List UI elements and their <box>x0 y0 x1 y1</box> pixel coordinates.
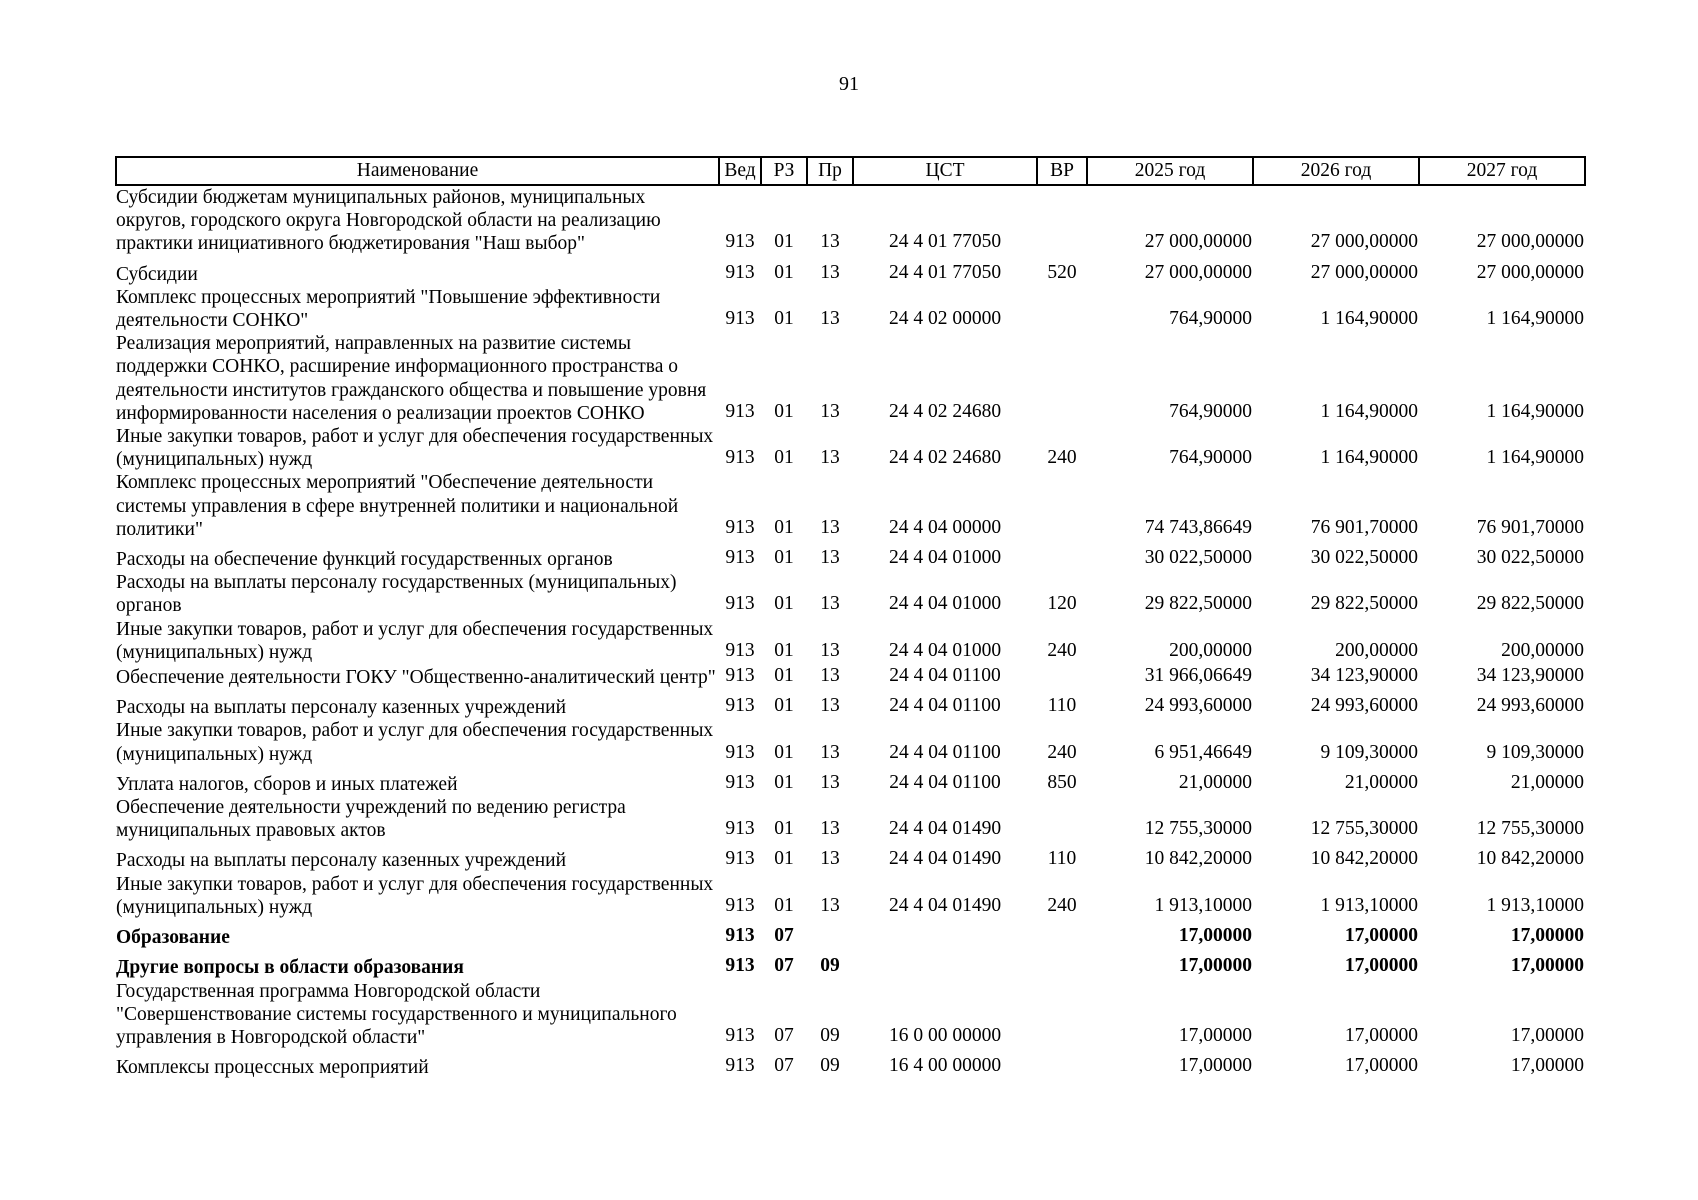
header-pr: Пр <box>807 157 853 185</box>
cell-pr: 13 <box>820 848 840 870</box>
cell-y2027: 30 022,50000 <box>1476 547 1584 569</box>
table-row <box>116 796 1585 842</box>
table-row <box>116 618 1585 664</box>
cell-ved: 913 <box>725 308 755 330</box>
cell-vr <box>1037 471 1087 541</box>
cell-y2027: 17,00000 <box>1510 1055 1584 1077</box>
cell-rz: 07 <box>774 925 794 947</box>
cell-y2026: 12 755,30000 <box>1310 818 1418 840</box>
cell-cst: 24 4 04 01000 <box>888 639 1002 661</box>
cell-cst: 24 4 02 00000 <box>888 308 1002 330</box>
cell-y2026: 17,00000 <box>1344 925 1418 947</box>
cell-ved: 913 <box>725 261 755 283</box>
cell-rz: 01 <box>774 308 794 330</box>
cell-vr <box>1037 949 1087 979</box>
cell-vr: 520 <box>1047 261 1077 283</box>
cell-ved: 913 <box>725 1024 755 1046</box>
table-row <box>116 719 1585 765</box>
cell-rz: 07 <box>774 1024 794 1046</box>
cell-y2027: 1 164,90000 <box>1486 400 1584 422</box>
cell-pr: 13 <box>820 593 840 615</box>
cell-vr: 110 <box>1047 695 1077 717</box>
cell-y2026: 1 164,90000 <box>1320 308 1418 330</box>
cell-cst: 16 4 00 00000 <box>888 1055 1002 1077</box>
cell-y2027: 1 164,90000 <box>1486 308 1584 330</box>
header-2025: 2025 год <box>1087 157 1253 185</box>
cell-name: Иные закупки товаров, работ и услуг для обеспечения государственных (муниципальных) нужд <box>116 873 714 918</box>
table-row <box>116 425 1585 471</box>
cell-name: Обеспечение деятельности ГОКУ "Общественно-аналитический центр" <box>116 667 716 689</box>
cell-cst: 24 4 02 24680 <box>888 447 1002 469</box>
cell-y2026: 30 022,50000 <box>1310 547 1418 569</box>
cell-pr: 13 <box>820 665 840 687</box>
cell-y2027: 29 822,50000 <box>1476 593 1584 615</box>
cell-ved: 913 <box>725 547 755 569</box>
cell-vr: 240 <box>1047 741 1077 763</box>
table-row <box>116 541 1585 571</box>
cell-pr: 13 <box>820 741 840 763</box>
cell-name: Иные закупки товаров, работ и услуг для обеспечения государственных (муниципальных) нужд <box>116 720 714 765</box>
cell-ved: 913 <box>725 848 755 870</box>
cell-rz: 01 <box>774 593 794 615</box>
cell-ved: 913 <box>725 665 755 687</box>
cell-cst: 24 4 04 01490 <box>888 848 1002 870</box>
cell-pr: 13 <box>820 308 840 330</box>
cell-y2025: 10 842,20000 <box>1144 848 1252 870</box>
cell-ved: 913 <box>725 925 755 947</box>
cell-rz: 01 <box>774 818 794 840</box>
cell-y2025: 764,90000 <box>1169 447 1252 469</box>
cell-name: Комплекс процессных мероприятий "Повышение эффективности деятельности СОНКО" <box>116 286 661 332</box>
page-number: 91 <box>839 73 859 95</box>
cell-y2027: 17,00000 <box>1510 925 1584 947</box>
cell-name: Комплексы процессных мероприятий <box>116 1057 429 1079</box>
cell-pr: 09 <box>820 1024 840 1046</box>
cell-y2025: 17,00000 <box>1178 1055 1252 1077</box>
cell-rz: 01 <box>774 400 794 422</box>
cell-name: Расходы на выплаты персоналу казенных учреждений <box>116 697 567 719</box>
table-row <box>116 286 1585 332</box>
cell-name: Субсидии <box>116 263 198 285</box>
cell-name: Расходы на выплаты персоналу казенных учреждений <box>116 850 567 872</box>
cell-vr: 240 <box>1047 447 1077 469</box>
cell-rz: 07 <box>774 1055 794 1077</box>
cell-cst: 24 4 01 77050 <box>888 261 1002 283</box>
cell-name: Уплата налогов, сборов и иных платежей <box>116 773 458 795</box>
cell-y2025: 27 000,00000 <box>1144 261 1252 283</box>
cell-y2026: 1 913,10000 <box>1320 894 1418 916</box>
table-row <box>116 185 1585 256</box>
cell-rz: 01 <box>774 516 794 538</box>
cell-pr: 13 <box>820 231 840 253</box>
cell-y2025: 17,00000 <box>1178 955 1252 977</box>
cell-y2025: 30 022,50000 <box>1144 547 1252 569</box>
cell-vr <box>1037 286 1087 332</box>
cell-y2025: 27 000,00000 <box>1144 231 1252 253</box>
cell-y2026: 34 123,90000 <box>1310 665 1418 687</box>
table-row <box>116 332 1585 425</box>
cell-y2025: 21,00000 <box>1178 771 1252 793</box>
cell-pr <box>807 919 853 949</box>
cell-ved: 913 <box>725 1055 755 1077</box>
cell-name: Образование <box>116 927 230 949</box>
budget-table <box>115 156 1586 1079</box>
cell-y2027: 24 993,60000 <box>1476 695 1584 717</box>
cell-name: Обеспечение деятельности учреждений по ведению регистра муниципальных правовых актов <box>116 797 626 842</box>
cell-y2026: 17,00000 <box>1344 1055 1418 1077</box>
cell-y2027: 200,00000 <box>1501 639 1584 661</box>
cell-y2025: 6 951,46649 <box>1154 741 1252 763</box>
table-row <box>116 256 1585 286</box>
cell-cst: 24 4 04 01000 <box>888 547 1002 569</box>
cell-rz: 01 <box>774 894 794 916</box>
cell-pr: 13 <box>820 547 840 569</box>
cell-y2027: 12 755,30000 <box>1476 818 1584 840</box>
cell-ved: 913 <box>725 516 755 538</box>
cell-vr <box>1037 664 1087 689</box>
cell-name: Реализация мероприятий, направленных на развитие системы поддержки СОНКО, расширение информационного пространства о деятельности институтов гражданского общества и повышение уровня информированности населения о реализации проектов СОНКО <box>116 333 707 424</box>
header-vr: ВР <box>1037 157 1087 185</box>
cell-name: Расходы на обеспечение функций государственных органов <box>116 549 613 571</box>
cell-ved: 913 <box>725 231 755 253</box>
cell-pr: 13 <box>820 771 840 793</box>
cell-rz: 01 <box>774 447 794 469</box>
cell-pr: 13 <box>820 400 840 422</box>
cell-cst: 16 0 00 00000 <box>888 1024 1002 1046</box>
cell-y2027: 27 000,00000 <box>1476 231 1584 253</box>
cell-rz: 01 <box>774 639 794 661</box>
cell-y2025: 17,00000 <box>1178 1024 1252 1046</box>
header-row <box>116 157 1585 185</box>
cell-vr <box>1037 185 1087 256</box>
cell-y2025: 74 743,86649 <box>1144 516 1252 538</box>
cell-cst: 24 4 04 01100 <box>889 695 1001 717</box>
cell-rz: 07 <box>774 955 794 977</box>
cell-vr <box>1037 541 1087 571</box>
cell-y2026: 9 109,30000 <box>1320 741 1418 763</box>
cell-rz: 01 <box>774 665 794 687</box>
cell-name: Другие вопросы в области образования <box>116 957 464 979</box>
cell-y2027: 9 109,30000 <box>1486 741 1584 763</box>
cell-vr: 120 <box>1047 593 1077 615</box>
cell-vr: 850 <box>1047 771 1077 793</box>
cell-name: Иные закупки товаров, работ и услуг для обеспечения государственных (муниципальных) нужд <box>116 426 714 471</box>
cell-vr <box>1037 919 1087 949</box>
cell-name: Субсидии бюджетам муниципальных районов, муниципальных округов, городского округа Новгородской области на реализацию практики инициативного бюджетирования "Наш выбор" <box>116 187 661 255</box>
cell-vr <box>1037 980 1087 1050</box>
table-row <box>116 1049 1585 1079</box>
cell-cst: 24 4 04 00000 <box>888 516 1002 538</box>
header-ved: Вед <box>719 157 761 185</box>
cell-rz: 01 <box>774 771 794 793</box>
cell-y2026: 24 993,60000 <box>1310 695 1418 717</box>
table-row <box>116 689 1585 719</box>
cell-y2027: 76 901,70000 <box>1476 516 1584 538</box>
table-row <box>116 842 1585 872</box>
cell-y2025: 17,00000 <box>1178 925 1252 947</box>
cell-y2025: 12 755,30000 <box>1144 818 1252 840</box>
cell-ved: 913 <box>725 639 755 661</box>
cell-y2026: 17,00000 <box>1344 1024 1418 1046</box>
cell-y2027: 10 842,20000 <box>1476 848 1584 870</box>
cell-pr: 13 <box>820 894 840 916</box>
cell-pr: 13 <box>820 447 840 469</box>
cell-y2027: 1 164,90000 <box>1486 447 1584 469</box>
cell-y2026: 1 164,90000 <box>1320 447 1418 469</box>
cell-rz: 01 <box>774 695 794 717</box>
table-row <box>116 471 1585 541</box>
cell-rz: 01 <box>774 261 794 283</box>
table-row <box>116 980 1585 1050</box>
table-header <box>116 157 1585 185</box>
cell-cst: 24 4 04 01490 <box>888 818 1002 840</box>
header-name: Наименование <box>116 157 719 185</box>
cell-y2026: 21,00000 <box>1344 771 1418 793</box>
cell-y2027: 34 123,90000 <box>1476 665 1584 687</box>
cell-ved: 913 <box>725 593 755 615</box>
header-rz: РЗ <box>761 157 807 185</box>
cell-pr: 13 <box>820 516 840 538</box>
table-row <box>116 766 1585 796</box>
cell-cst: 24 4 04 01100 <box>889 665 1001 687</box>
cell-vr: 240 <box>1047 639 1077 661</box>
cell-vr <box>1037 796 1087 842</box>
cell-pr: 13 <box>820 261 840 283</box>
cell-ved: 913 <box>725 447 755 469</box>
cell-cst: 24 4 01 77050 <box>888 231 1002 253</box>
table-row <box>116 664 1585 689</box>
cell-name: Иные закупки товаров, работ и услуг для обеспечения государственных (муниципальных) нужд <box>116 618 714 663</box>
cell-y2025: 29 822,50000 <box>1144 593 1252 615</box>
cell-pr: 09 <box>820 955 840 977</box>
cell-ved: 913 <box>725 818 755 840</box>
cell-y2027: 1 913,10000 <box>1486 894 1584 916</box>
cell-y2026: 200,00000 <box>1335 639 1418 661</box>
cell-ved: 913 <box>725 955 755 977</box>
table-body <box>116 185 1585 1079</box>
cell-ved: 913 <box>725 771 755 793</box>
cell-cst: 24 4 04 01000 <box>888 593 1002 615</box>
cell-pr: 13 <box>820 639 840 661</box>
cell-y2027: 17,00000 <box>1510 955 1584 977</box>
cell-y2026: 27 000,00000 <box>1310 231 1418 253</box>
cell-y2027: 27 000,00000 <box>1476 261 1584 283</box>
cell-ved: 913 <box>725 695 755 717</box>
header-2026: 2026 год <box>1253 157 1419 185</box>
cell-cst: 24 4 04 01100 <box>889 771 1001 793</box>
cell-rz: 01 <box>774 231 794 253</box>
cell-y2025: 764,90000 <box>1169 400 1252 422</box>
cell-ved: 913 <box>725 741 755 763</box>
cell-pr: 09 <box>820 1055 840 1077</box>
cell-rz: 01 <box>774 547 794 569</box>
cell-y2025: 24 993,60000 <box>1144 695 1252 717</box>
cell-y2026: 1 164,90000 <box>1320 400 1418 422</box>
cell-name: Расходы на выплаты персоналу государственных (муниципальных) органов <box>116 572 677 617</box>
cell-rz: 01 <box>774 848 794 870</box>
header-cst: ЦСТ <box>853 157 1037 185</box>
cell-cst: 24 4 04 01490 <box>888 894 1002 916</box>
table-row <box>116 873 1585 919</box>
cell-y2026: 17,00000 <box>1344 955 1418 977</box>
cell-vr <box>1037 1049 1087 1079</box>
cell-rz: 01 <box>774 741 794 763</box>
cell-ved: 913 <box>725 894 755 916</box>
cell-vr <box>1037 332 1087 425</box>
cell-cst: 24 4 02 24680 <box>888 400 1002 422</box>
cell-y2025: 764,90000 <box>1169 308 1252 330</box>
cell-y2025: 31 966,06649 <box>1144 665 1252 687</box>
header-2027: 2027 год <box>1419 157 1585 185</box>
cell-vr: 240 <box>1047 894 1077 916</box>
cell-cst: 24 4 04 01100 <box>889 741 1001 763</box>
cell-y2025: 1 913,10000 <box>1154 894 1252 916</box>
cell-cst <box>853 919 1037 949</box>
cell-name: Государственная программа Новгородской области "Совершенствование системы государственного и муниципального управления в Новгородской области" <box>116 980 677 1048</box>
cell-cst <box>853 949 1037 979</box>
table-row <box>116 949 1585 979</box>
table-row <box>116 919 1585 949</box>
cell-y2027: 21,00000 <box>1510 771 1584 793</box>
cell-y2027: 17,00000 <box>1510 1024 1584 1046</box>
cell-pr: 13 <box>820 695 840 717</box>
table-row <box>116 571 1585 617</box>
cell-y2025: 200,00000 <box>1169 639 1252 661</box>
cell-y2026: 76 901,70000 <box>1310 516 1418 538</box>
cell-y2026: 27 000,00000 <box>1310 261 1418 283</box>
cell-name: Комплекс процессных мероприятий "Обеспечение деятельности системы управления в сфере внутренней политики и национальной политики" <box>116 472 679 540</box>
cell-ved: 913 <box>725 400 755 422</box>
cell-y2026: 29 822,50000 <box>1310 593 1418 615</box>
cell-pr: 13 <box>820 818 840 840</box>
cell-vr: 110 <box>1047 848 1077 870</box>
cell-y2026: 10 842,20000 <box>1310 848 1418 870</box>
